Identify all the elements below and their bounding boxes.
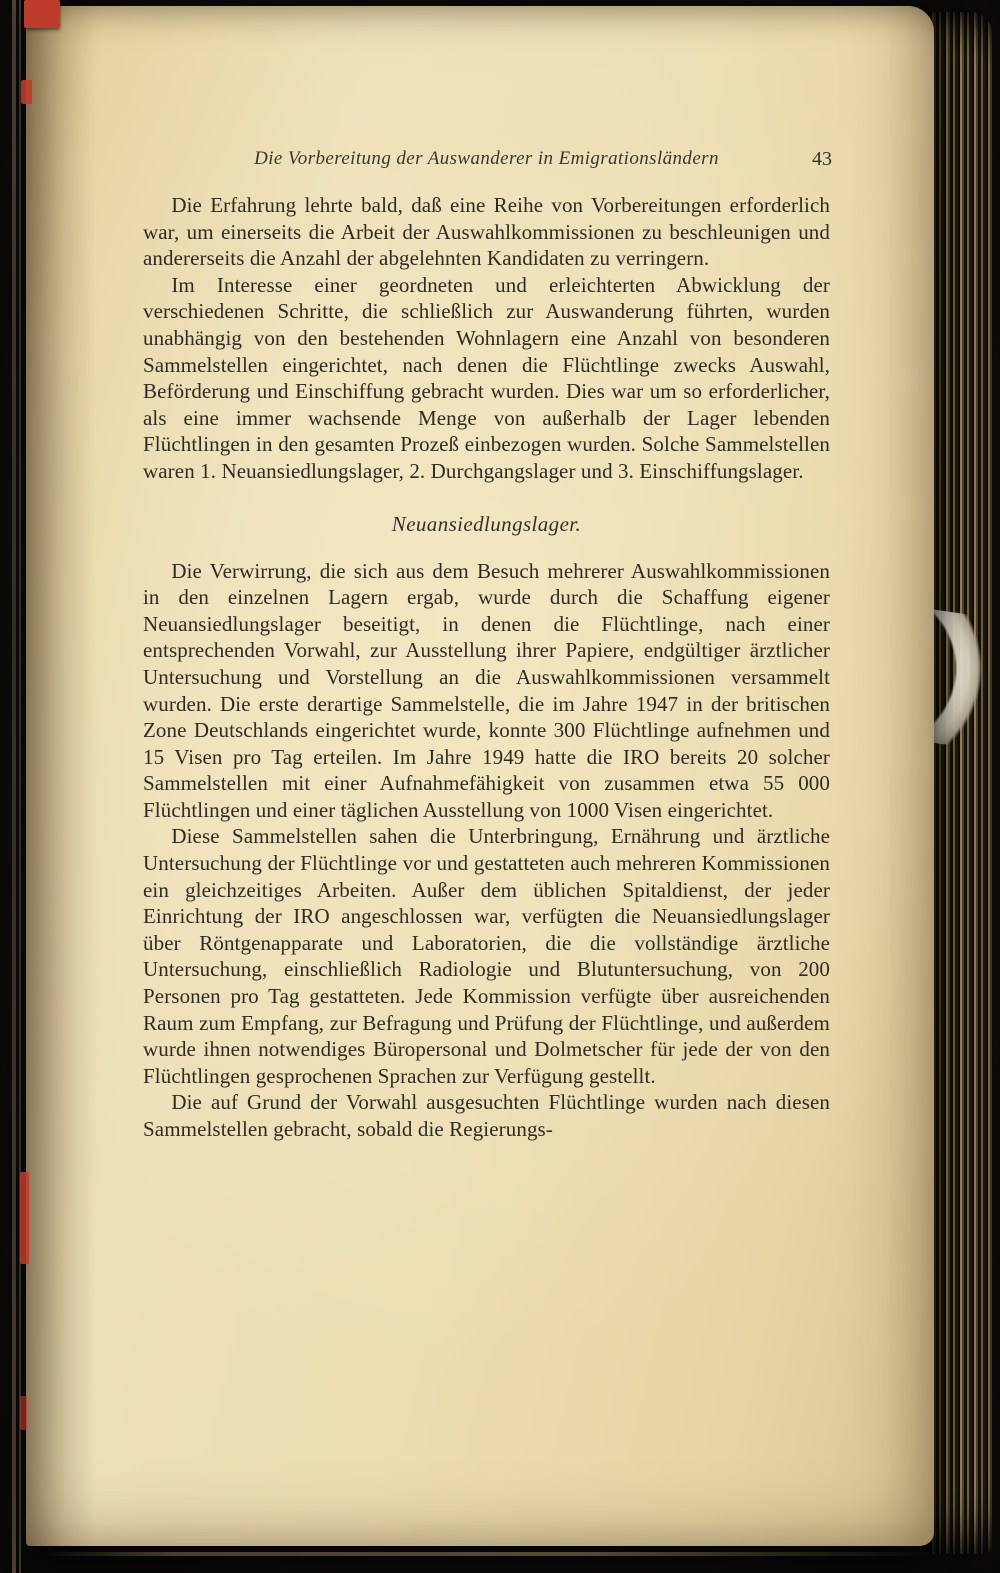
paragraph-5: Die auf Grund der Vorwahl ausgesuchten Flüchtlinge wurden nach diesen Sammelstellen gebracht, sobald die Regierungs- — [143, 1090, 830, 1141]
page-content — [26, 6, 934, 1546]
running-header — [143, 148, 830, 176]
paragraph-2: Im Interesse einer geordneten und erleichterten Abwicklung der verschiedenen Schritte, die schließlich zur Auswanderung führten, wurden unabhängig von den bestehenden Wohnlagern eine Anzahl von besonderen Sammelstellen eingerichtet, nach denen die Flüchtlinge zwecks Auswahl, Beförderung und Einschiffung gebracht wurden. Dies war um so erforderlicher, als eine immer wachsende Menge von außerhalb der Lager lebenden Flüchtlingen in den gesamten Prozeß einbezogen wurden. Solche Sammelstellen waren 1. Neuansiedlungslager, 2. Durchgangslager und 3. Einschiffungslager. — [143, 272, 830, 483]
page-stack-edges — [930, 12, 992, 1554]
adjacent-page-edge-highlight — [19, 0, 21, 1573]
under-page-edge — [40, 1552, 940, 1556]
book-page — [26, 6, 934, 1546]
section-heading: Neuansiedlungslager. — [391, 511, 582, 536]
page-number: 43 — [812, 148, 832, 170]
paragraph-4: Diese Sammelstellen sahen die Unterbringung, Ernährung und ärztliche Untersuchung der Flüchtlinge vor und gestatteten auch mehreren Kommissionen ein gleichzeitiges Arbeiten. Außer dem üblichen Spitaldienst, der jeder Einrichtung der IRO angeschlossen war, verfügten die Neuansiedlungslager über Röntgenapparate und Laboratorien, die die vollständige ärztliche Untersuchung, einschließlich Radiologie und Blutuntersuchung, von 200 Personen pro Tag gestatteten. Jede Kommission verfügte über ausreichenden Raum zum Empfang, zur Befragung und Prüfung der Flüchtlinge, und außerdem wurde ihnen notwendiges Büropersonal und Dolmetscher für jede der von den Flüchtlingen gesprochenen Sprachen zur Verfügung gestellt. — [143, 824, 830, 1088]
paragraph-3: Die Verwirrung, die sich aus dem Besuch mehrerer Auswahlkommissionen in den einzelnen Lagern ergab, wurde durch die Schaffung eigener Neuansiedlungslager beseitigt, in denen die Flüchtlinge, nach einer entsprechenden Vorwahl, zur Ausstellung ihrer Papiere, endgültiger ärztlicher Untersuchung und Vorstellung an die Auswahlkommissionen versammelt wurden. Die erste derartige Sammelstelle, die im Jahre 1947 in der britischen Zone Deutschlands eingerichtet wurde, konnte 300 Flüchtlinge aufnehmen und 15 Visen pro Tag erteilen. Im Jahre 1949 hatte die IRO bereits 20 solcher Sammelstellen mit einer Aufnahmefähigkeit von zusammen etwa 55 000 Flüchtlingen und einer täglichen Ausstellung von 1000 Visen eingerichtet. — [143, 558, 830, 822]
running-title: Die Vorbereitung der Auswanderer in Emigrationsländern — [254, 148, 719, 169]
adjacent-page-edge — [12, 0, 16, 1573]
paragraph-1: Die Erfahrung lehrte bald, daß eine Reihe von Vorbereitungen erforderlich war, um einerseits die Arbeit der Auswahlkommissionen zu beschleunigen und andererseits die Anzahl der abgelehnten Kandidaten zu verringern. — [143, 193, 830, 271]
